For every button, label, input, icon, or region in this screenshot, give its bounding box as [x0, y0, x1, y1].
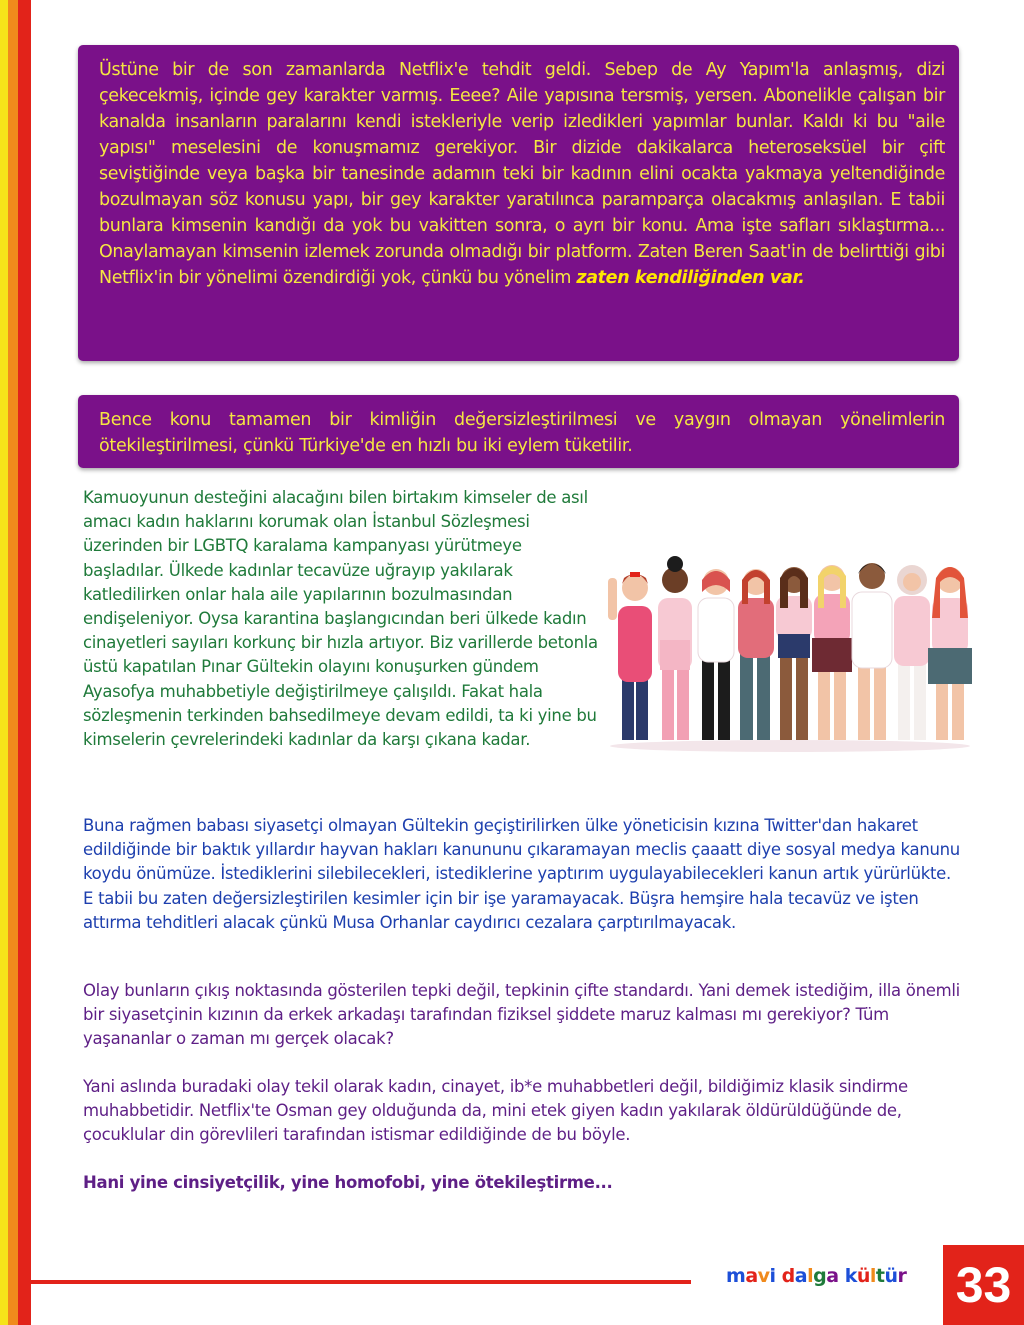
stripe-red [18, 0, 31, 1325]
page-number: 33 [943, 1245, 1024, 1325]
callout-box-identity [78, 395, 959, 468]
brand-letter: l [869, 1265, 876, 1287]
brand-letter: a [794, 1265, 808, 1287]
callout-text: Üstüne bir de son zamanlarda Netflix'e tehdit geldi. Sebep de Ay Yapım'la anlaşmış, dizi çekecekmiş, içinde gey karakter varmış. Eeee? Aile yapısına tersmiş, yersen. Abonelikle çalışan bir kanalda insanların paralarını kendi istekleriyle verip izledikleri yapımlar bunlar. Kaldı ki bu "aile yapısı" meselesini de konuşmamız gerekiyor. Bir dizide dakikalarca heteroseksüel bir çift seviştiğinde veya başka bir tanesinde adamın teki bir kadının elini ocakta yakmaya yeltendiğinde bozulmayan söz konusu yapı, bir gey karakter yaratılınca paramparça olacakmış anlaşılan. E tabii bunlara kimsenin kandığı da yok bu vakitten sonra, o ayrı bir konu. Ama işte safları sıklaştırma... Onaylamayan kimsenin izlemek zorunda olmadığı bir platform. Zaten Beren Saat'in de belirttiği gibi Netflix'in bir yönelimi özendirdiği yok, çünkü bu yönelim [99, 60, 945, 288]
rainbow-side-stripes [0, 0, 31, 1325]
woman-figure [698, 569, 734, 740]
woman-figure [776, 567, 812, 740]
callout-text: Bence konu tamamen bir kimliğin değersizleştirilmesi ve yaygın olmayan yönelimlerin ötekileştirilmesi, çünkü Türkiye'de en hızlı bu iki eylem tüketilir. [99, 410, 945, 456]
brand-letter: ü [856, 1265, 870, 1287]
brand-letter: r [897, 1265, 907, 1287]
callout-box-netflix [78, 45, 959, 361]
brand-letter: g [813, 1265, 827, 1287]
brand-letter: d [781, 1265, 795, 1287]
paragraph-suppression: Yani aslında buradaki olay tekil olarak kadın, cinayet, ib*e muhabbetleri değil, bildiğimiz klasik sindirme muhabbetidir. Netflix'te Osman gey olduğunda da, mini etek giyen kadın yakılarak öldürüldüğünde de, çocuklular din görevlileri tarafından istismar edildiğinde de bu böyle. [83, 1077, 908, 1145]
callout-emphasis: zaten kendiliğinden var. [576, 268, 805, 288]
woman-figure [738, 569, 774, 740]
group-of-women-illustration [600, 548, 980, 758]
woman-figure [608, 572, 652, 740]
stripe-yellow [0, 0, 8, 1325]
brand-letter: ü [884, 1265, 898, 1287]
woman-figure [928, 567, 972, 740]
brand-letter: l [807, 1265, 814, 1287]
woman-figure [812, 565, 852, 740]
woman-figure [894, 565, 930, 740]
closing-statement: Hani yine cinsiyetçilik, yine homofobi, yine ötekileştirme... [83, 1173, 613, 1192]
brand-letter: a [745, 1265, 758, 1287]
brand-letter: v [757, 1265, 770, 1287]
brand-letter: k [844, 1265, 857, 1287]
brand-letter: i [769, 1265, 776, 1287]
brand-logo [726, 1265, 906, 1287]
woman-figure [658, 556, 692, 740]
footer-divider [31, 1280, 691, 1284]
woman-figure [852, 563, 892, 740]
brand-letter: m [726, 1265, 746, 1287]
paragraph-istanbul-convention: Kamuoyunun desteğini alacağını bilen birtakım kimseler de asıl amacı kadın haklarını korumak olan İstanbul Sözleşmesi üzerinden bir LGBTQ karalama kampanyası yürütmeye başladılar. Ülkede kadınlar tecavüze uğrayıp yakılarak katledilirken onlar hala aile yapılarının bozulmasından endişeleniyor. Oysa karantina başlangıcından beri ülkede kadın cinayetleri sayıları korkunç bir hızla artıyor. Biz varillerde betonla üstü kapatılan Pınar Gültekin olayını konuşurken gündem Ayasofya muhabbetiyle değiştirilmeye çalışıldı. Fakat hala sözleşmenin terkinden bahsedilmeye devam edildi, ta ki yine bu kimselerin çevrelerindeki kadınlar da karşı çıkana kadar. [83, 488, 598, 750]
paragraph-double-standard: Olay bunların çıkış noktasında gösterilen tepki değil, tepkinin çifte standardı. Yani demek istediğim, illa önemli bir siyasetçinin kızının da erkek arkadaşı tarafından fiziksel şiddete maruz kalması mı gerekiyor? Tüm yaşananlar o zaman mı gerçek olacak? [83, 981, 960, 1049]
stripe-orange [8, 0, 18, 1325]
brand-letter: t [875, 1265, 885, 1287]
brand-letter: a [826, 1265, 839, 1287]
paragraph-social-media-law: Buna rağmen babası siyasetçi olmayan Gültekin geçiştirilirken ülke yöneticisin kızına Twitter'dan hakaret edildiğinde bir baktık yıllardır hayvan hakları kanununu çıkaramayan meclis çaaatt diye sosyal medya kanunu koydu önümüze. İstediklerini silebilecekleri, istediklerine yaptırım uygulayabilecekleri kanun artık yürürlükte. E tabii bu zaten değersizleştirilen kesimler için bir işe yaramayacak. Büşra hemşire hala tecavüz ve işten attırma tehditleri alacak çünkü Musa Orhanlar caydırıcı cezalara çarptırılmayacak. [83, 816, 960, 932]
